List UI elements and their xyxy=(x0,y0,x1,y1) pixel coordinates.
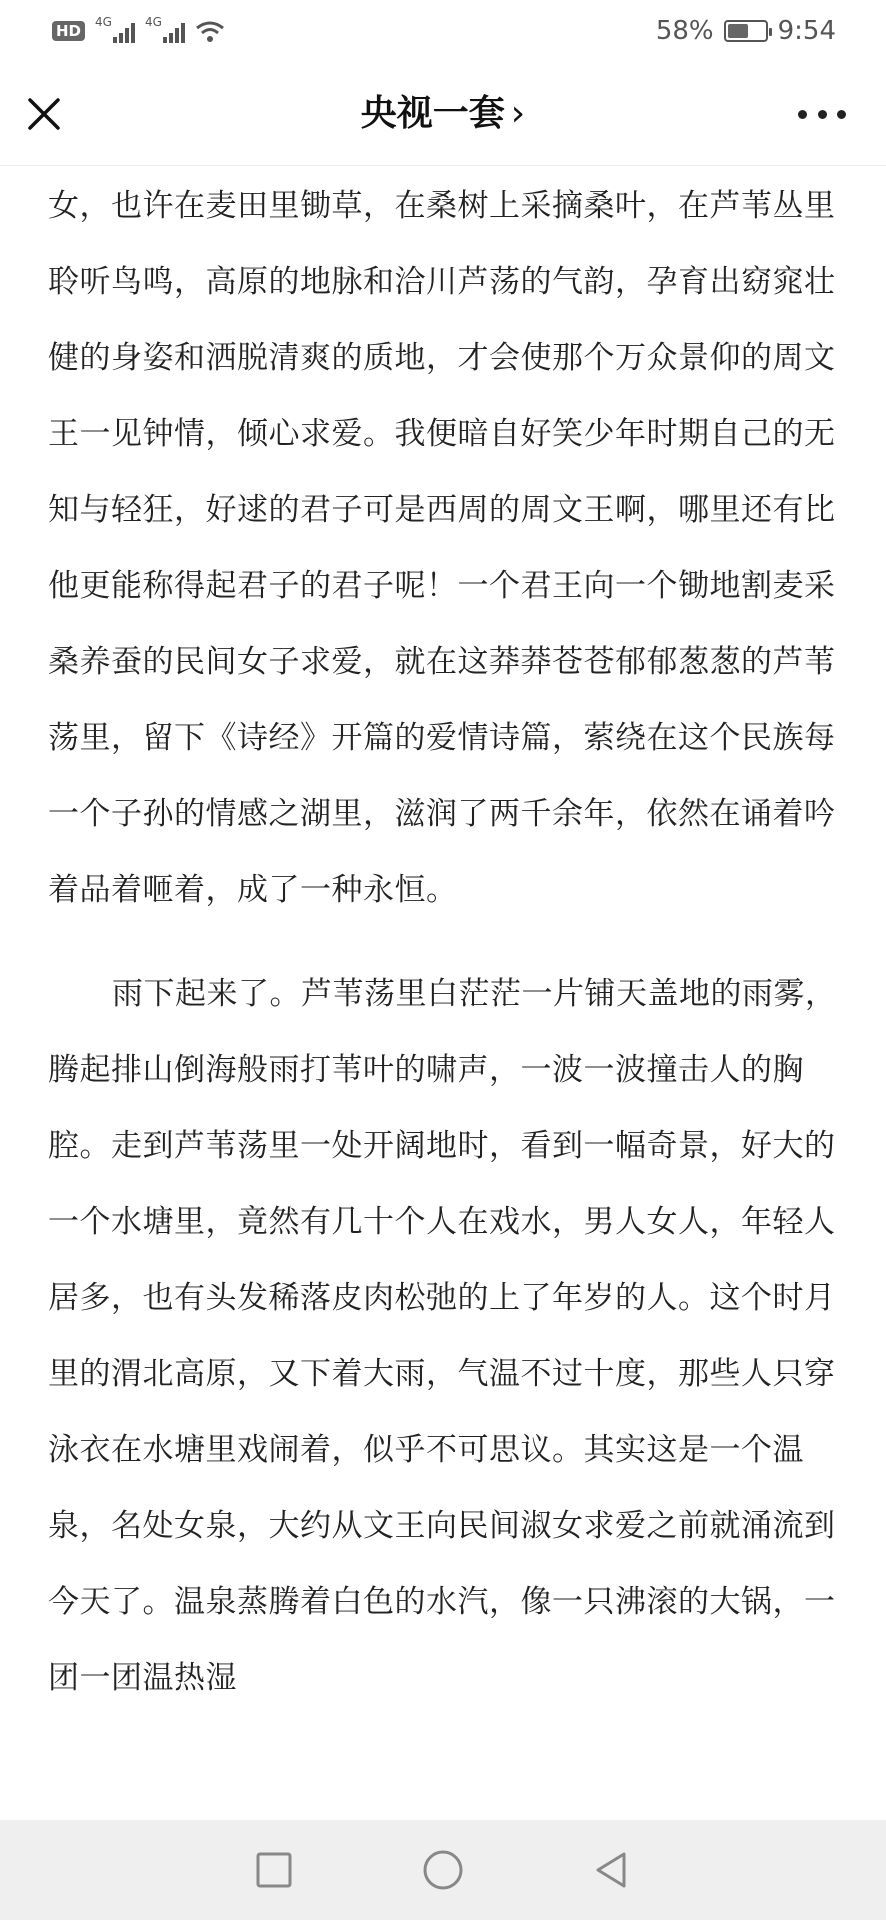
wifi-icon xyxy=(195,19,225,43)
clock: 9:54 xyxy=(777,16,836,46)
sim-label: 4G xyxy=(95,15,112,29)
title-bar xyxy=(0,62,886,166)
triangle-back-icon[interactable] xyxy=(590,1848,634,1892)
page-title[interactable] xyxy=(0,92,886,136)
square-icon[interactable] xyxy=(252,1848,296,1892)
article-paragraph: 女，也许在麦田里锄草，在桑树上采摘桑叶，在芦苇丛里聆听鸟鸣，高原的地脉和洽川芦荡的气韵，孕育出窈窕壮健的身姿和洒脱清爽的质地，才会使那个万众景仰的周文王一见钟情，倾心求爱。我便暗自好笑少年时期自己的无知与轻狂，好逑的君子可是西周的周文王啊，哪里还有比他更能称得起君子的君子呢！一个君王向一个锄地割麦采桑养蚕的民间女子求爱，就在这莽莽苍苍郁郁葱葱的芦苇荡里，留下《诗经》开篇的爱情诗篇，萦绕在这个民族每一个子孙的情感之湖里，滋润了两千余年，依然在诵着吟着品着咂着，成了一种永恒。 xyxy=(48,188,836,908)
sim-label: 4G xyxy=(145,15,162,29)
battery-percent: 58% xyxy=(655,16,714,46)
chevron-right-icon: › xyxy=(510,93,526,134)
article-body xyxy=(48,168,844,1820)
hd-badge: HD xyxy=(52,21,85,41)
page-title-text: 央视一套 xyxy=(360,93,505,134)
status-right xyxy=(656,16,836,46)
more-icon[interactable] xyxy=(798,106,846,122)
circle-icon[interactable] xyxy=(421,1848,465,1892)
status-bar xyxy=(0,0,886,62)
article-paragraph-text: 雨下起来了。芦苇荡里白茫茫一片铺天盖地的雨雾，腾起排山倒海般雨打苇叶的啸声，一波一波撞击人的胸腔。走到芦苇荡里一处开阔地时，看到一幅奇景，好大的一个水塘里，竟然有几十个人在戏水，男人女人，年轻人居多，也有头发稀落皮肉松弛的上了年岁的人。这个时月里的渭北高原，又下着大雨，气温不过十度，那些人只穿泳衣在水塘里戏闹着，似乎不可思议。其实这是一个温泉，名处女泉，大约从文王向民间淑女求爱之前就涌流到今天了。温泉蒸腾着白色的水汽，像一只沸滚的大锅，一团一团温热湿 xyxy=(48,976,837,1696)
status-left xyxy=(52,15,225,43)
battery-fill xyxy=(728,24,749,38)
system-nav-bar xyxy=(0,1820,886,1920)
signal-icon xyxy=(95,15,135,43)
battery-icon xyxy=(724,20,768,42)
article-paragraph xyxy=(48,956,844,1716)
signal-icon xyxy=(145,15,185,43)
